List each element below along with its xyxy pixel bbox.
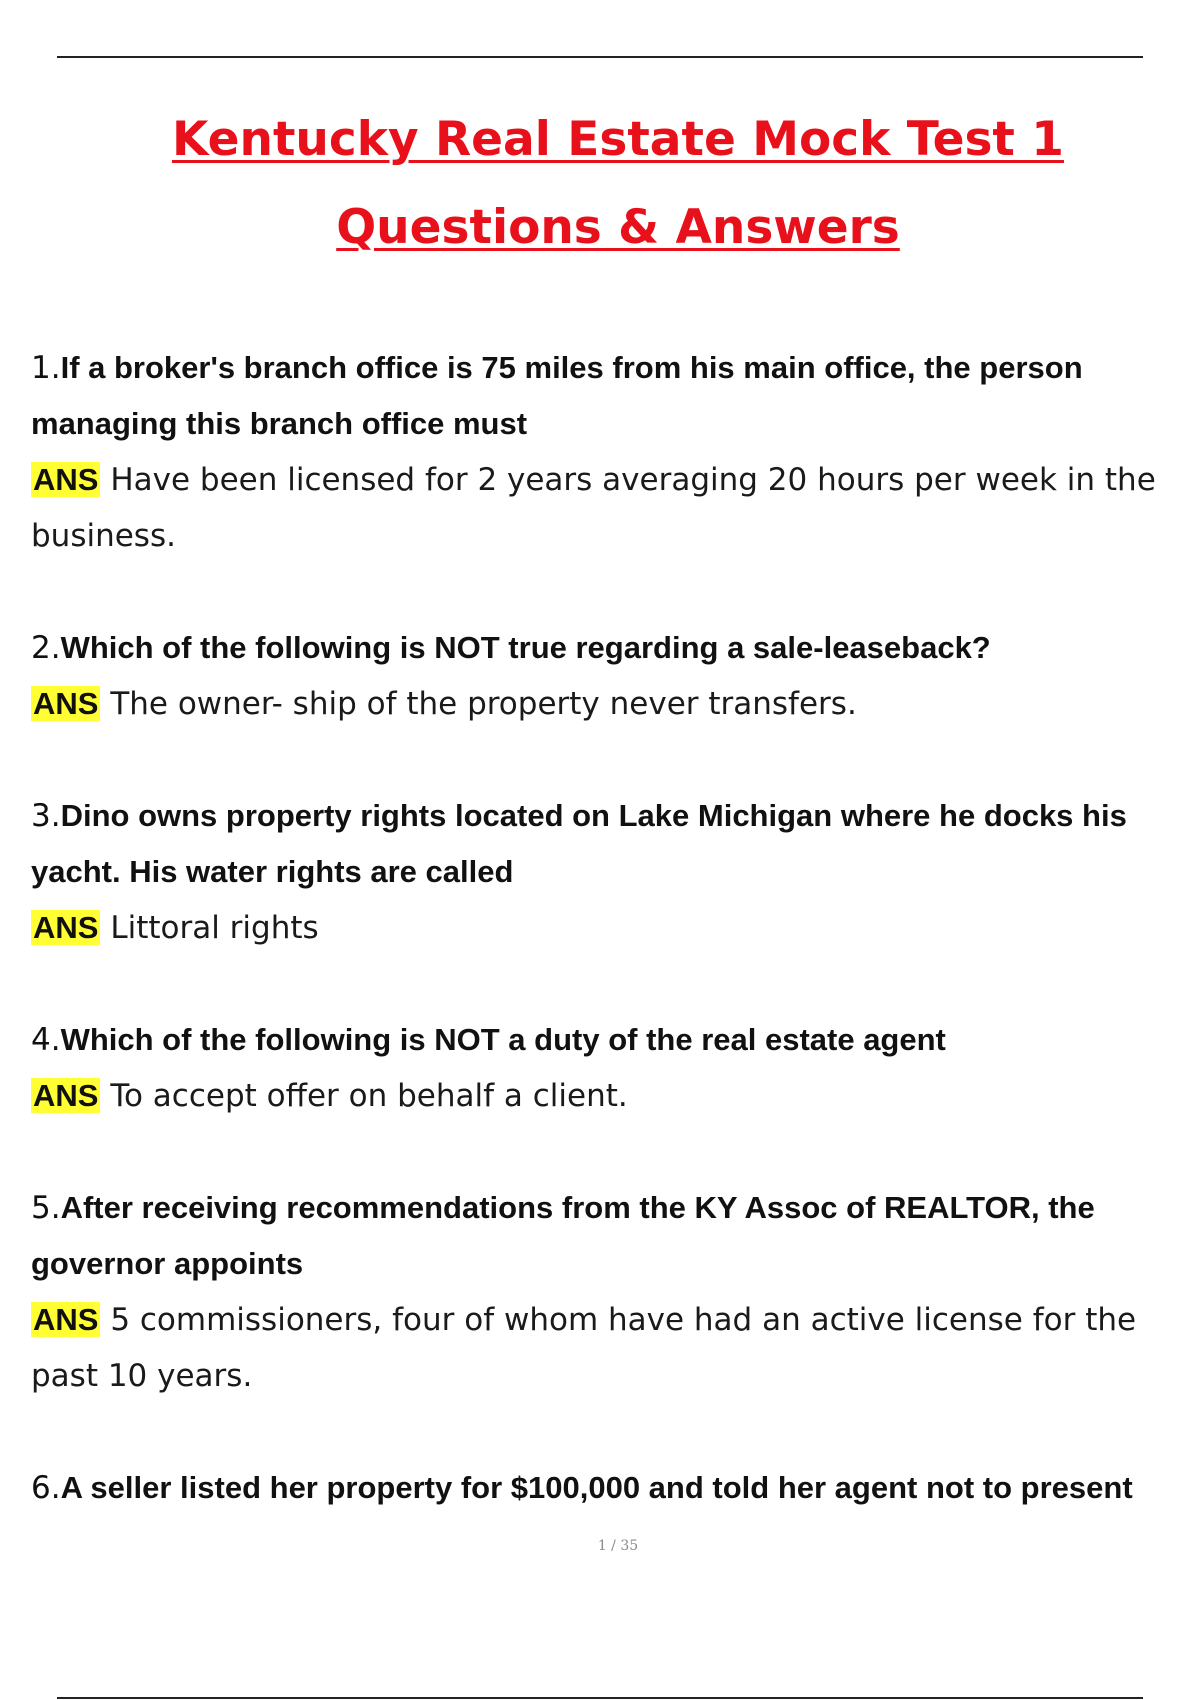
qa-item-4 (31, 1012, 1200, 1124)
answer-text: 5 commissioners, four of whom have had an active license for the past 10 years. (31, 1302, 1137, 1394)
question-4 (31, 1012, 1200, 1068)
ans-label: ANS (33, 910, 99, 945)
answer-4 (31, 1068, 1200, 1124)
question-number: 4. (31, 1022, 61, 1058)
question-text: Which of the following is NOT a duty of the real estate agent (60, 1022, 946, 1057)
ans-label: ANS (33, 1302, 99, 1337)
question-6 (31, 1460, 1200, 1516)
question-number: 3. (31, 798, 61, 834)
title-line-2: Questions & Answers (336, 200, 900, 255)
answer-1 (31, 452, 1200, 564)
answer-text: Have been licensed for 2 years averaging 20 hours per week in the business. (31, 462, 1156, 554)
qa-item-3 (31, 788, 1200, 956)
question-text: Dino owns property rights located on Lake Michigan where he docks his yacht. His water rights are called (31, 798, 1127, 889)
qa-item-6 (31, 1460, 1200, 1516)
answer-3 (31, 900, 1200, 956)
bottom-rule (57, 1697, 1143, 1699)
title-line-1: Kentucky Real Estate Mock Test 1 (172, 112, 1064, 167)
answer-5 (31, 1292, 1200, 1404)
answer-text: To accept offer on behalf a client. (110, 1078, 628, 1114)
question-text: A seller listed her property for $100,000 and told her agent not to present (60, 1470, 1133, 1505)
question-text: After receiving recommendations from the KY Assoc of REALTOR, the governor appoints (31, 1190, 1095, 1281)
question-3 (31, 788, 1200, 900)
qa-list (31, 340, 1200, 1516)
qa-item-5 (31, 1180, 1200, 1404)
question-2 (31, 620, 1200, 676)
question-number: 5. (31, 1190, 61, 1226)
question-number: 2. (31, 630, 61, 666)
question-1 (31, 340, 1200, 452)
question-text: Which of the following is NOT true regarding a sale-leaseback? (60, 630, 991, 665)
qa-item-1 (31, 340, 1200, 564)
top-rule (57, 56, 1143, 58)
ans-label: ANS (33, 1078, 99, 1113)
answer-2 (31, 676, 1200, 732)
ans-label: ANS (33, 686, 99, 721)
qa-item-2 (31, 620, 1200, 732)
answer-text: Littoral rights (110, 910, 319, 946)
document-title (0, 96, 1200, 272)
question-text: If a broker's branch office is 75 miles from his main office, the person managing this branch office must (31, 350, 1083, 441)
ans-label: ANS (33, 462, 99, 497)
answer-text: The owner- ship of the property never transfers. (110, 686, 857, 722)
question-number: 6. (31, 1470, 61, 1506)
question-number: 1. (31, 350, 61, 386)
question-5 (31, 1180, 1200, 1292)
page-indicator: 1 / 35 (597, 1538, 639, 1554)
